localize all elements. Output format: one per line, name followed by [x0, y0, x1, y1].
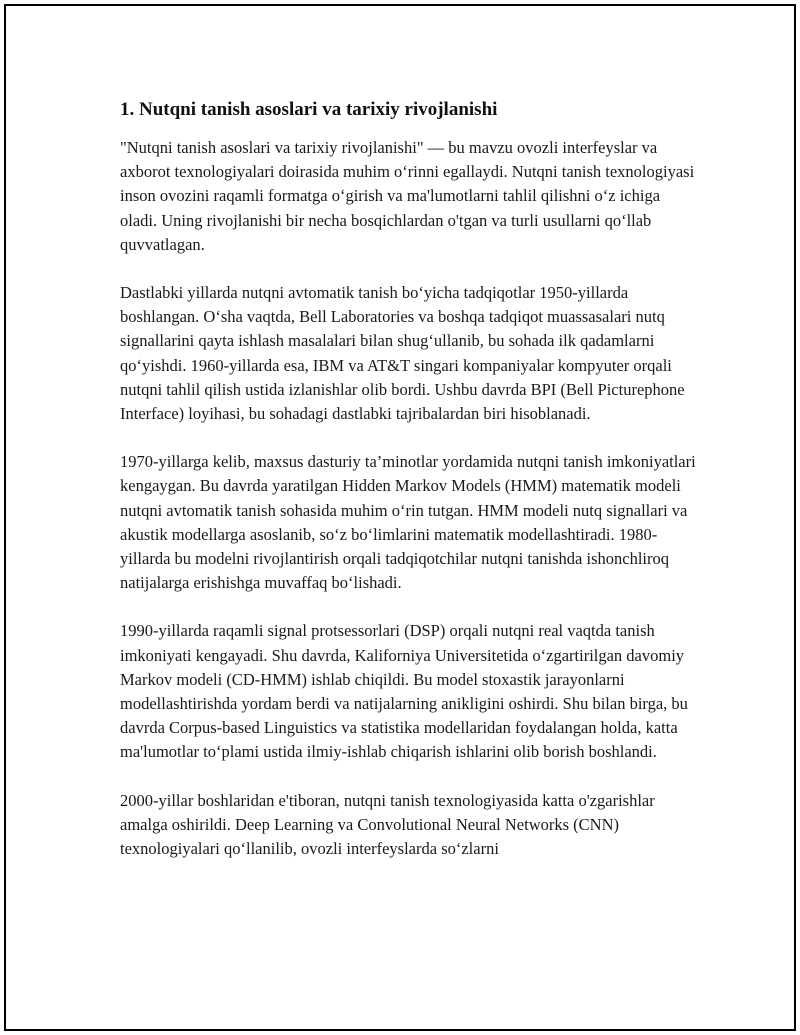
- document-body: [120, 98, 700, 885]
- paragraph-1990s: 1990-yillarda raqamli signal protsessorlari (DSP) orqali nutqni real vaqtda tanish imkoniyati kengayadi. Shu davrda, Kaliforniya Universitetida o‘zgartirilgan davomiy Markov modeli (CD-HMM) ishlab chiqildi. Bu model stoxastik jarayonlarni modellashtirishda yordam berdi va natijalarning anikligini oshirdi. Shu bilan birga, bu davrda Corpus-based Linguistics va statistika modellaridan foydalangan holda, katta ma'lumotlar to‘plami ustida ilmiy-ishlab chiqarish ishlarini olib borish boshlandi.: [120, 621, 688, 762]
- document-page: [4, 4, 796, 1031]
- section-heading: 1. Nutqni tanish asoslari va tarixiy rivojlanishi: [120, 99, 498, 120]
- paragraph-2000s: 2000-yillar boshlaridan e'tiboran, nutqni tanish texnologiyasida katta o'zgarishlar amalga oshirildi. Deep Learning va Convolutional Neural Networks (CNN) texnologiyalari qo‘llanilib, ovozli interfeyslarda so‘zlarni: [120, 790, 655, 859]
- paragraph-1970s: 1970-yillarga kelib, maxsus dasturiy ta’minotlar yordamida nutqni tanish imkoniyatlari kengaygan. Bu davrda yaratilgan Hidden Markov Models (HMM) matematik modeli nutqni avtomatik tanish sohasida muhim o‘rin tutgan. HMM modeli nutq signallari va akustik modellarga asoslanib, so‘z bo‘limlarini matematik modellashtiradi. 1980-yillarda bu modelni rivojlantirish orqali tadqiqotchilar nutqni tanishda ishonchliroq natijalarga erishishga muvaffaq bo‘lishadi.: [120, 452, 696, 593]
- paragraph-early-years: Dastlabki yillarda nutqni avtomatik tanish bo‘yicha tadqiqotlar 1950-yillarda boshlangan. O‘sha vaqtda, Bell Laboratories va boshqa tadqiqot muassasalari nutq signallarini qayta ishlash masalalari bilan shug‘ullanib, bu sohada ilk qadamlarni qo‘yishdi. 1960-yillarda esa, IBM va AT&T singari kompaniyalar kompyuter orqali nutqni tahlil qilish ustida izlanishlar olib bordi. Ushbu davrda BPI (Bell Picturephone Interface) loyihasi, bu sohadagi dastlabki tajribalardan biri hisoblanadi.: [120, 283, 685, 424]
- paragraph-intro: "Nutqni tanish asoslari va tarixiy rivojlanishi" — bu mavzu ovozli interfeyslar va axborot texnologiyalari doirasida muhim o‘rinni egallaydi. Nutqni tanish texnologiyasi inson ovozini raqamli formatga o‘girish va ma'lumotlarni tahlil qilishni o‘z ichiga oladi. Uning rivojlanishi bir necha bosqichlardan o'tgan va turli usullarni qo‘llab quvvatlagan.: [120, 138, 695, 254]
